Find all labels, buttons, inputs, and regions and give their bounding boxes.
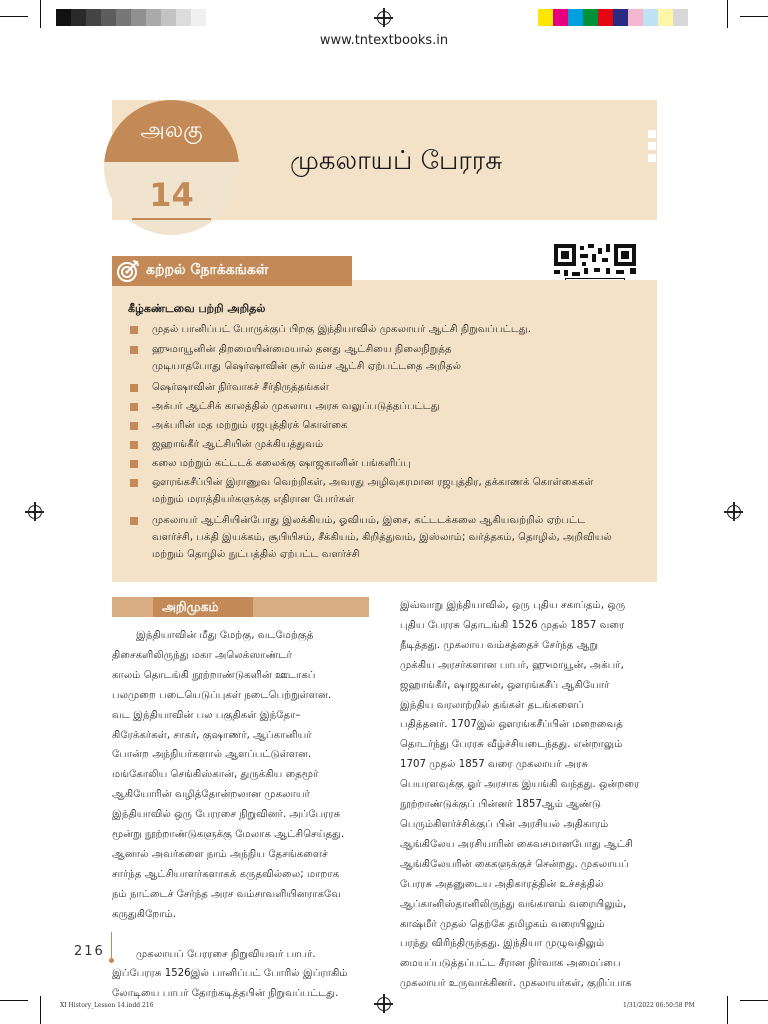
objective-item: ஔரங்கசீப்பின் இராணுவ வெற்றிகள், அவரது அழிவுகரமான ரஜபுத்திர, தக்காணக் கொள்கைகள் bbox=[152, 477, 594, 488]
color-calibration-bar bbox=[538, 9, 688, 26]
objective-item: ஷெர்ஷாவின் நிர்வாகச் சீர்திருத்தங்கள் bbox=[152, 382, 329, 393]
objective-item: ஹுமாயூனின் திறமையின்மையால் தனது ஆட்சியை நிலைநிறுத்த bbox=[152, 344, 452, 355]
objective-bullet bbox=[130, 346, 138, 354]
text-line: கருதுகிறோம். bbox=[112, 908, 177, 920]
objective-item: மற்றும் மராத்தியர்களுக்கு எதிரான போர்கள் bbox=[152, 494, 355, 505]
text-line: இந்தியாவின் மீது மேற்கு, வடமேற்குத் bbox=[136, 630, 314, 641]
crop-mark bbox=[0, 1000, 28, 1001]
text-line: முகலாயப் பேரரசை நிறுவியவர் பாபர். bbox=[136, 948, 316, 960]
text-line: ஜஹாங்கீர், ஷாஜகான், ஔரங்கசீப் ஆகியோர் bbox=[400, 679, 610, 691]
text-line: நூற்றாண்டுக்குப் பின்னர் 1857ஆம் ஆண்டு bbox=[400, 799, 602, 811]
header-dots bbox=[648, 130, 658, 166]
text-line: புதிய பேரரசு தொடங்கி 1526 முதல் 1857 வரை bbox=[400, 619, 625, 631]
text-line: ஆனால் அவர்களை நாம் அந்நிய தேசங்களைச் bbox=[112, 848, 328, 860]
text-line: பேரரசு அதனுடைய அதிகாரத்தின் உச்சத்தில் bbox=[400, 878, 604, 890]
learning-objectives-intro: கீழ்கண்டவை பற்றி அறிதல் bbox=[128, 302, 266, 315]
page-number-dot bbox=[109, 958, 114, 963]
text-line: வட இந்தியாவின் பல பகுதிகள் இந்தோ– bbox=[112, 709, 301, 721]
text-line: நம் நாட்டைச் சேர்ந்த அரச வம்சாவளியினராகவே bbox=[112, 888, 341, 900]
intro-left-column bbox=[112, 626, 369, 1004]
objective-bullet bbox=[130, 403, 138, 411]
text-line: ஆங்கிலேயரின் கைகளுக்குச் சென்றது. முகலாயப் bbox=[400, 858, 629, 870]
text-line: இவ்வாறு இந்தியாவில், ஒரு புதிய சகாப்தம், ஒரு bbox=[400, 600, 626, 611]
unit-number: 14 bbox=[149, 176, 194, 214]
text-line: இந்தியாவில் ஒரு பேரரசை நிறுவினர். அப்பேரரசு bbox=[112, 809, 341, 821]
learning-objectives-heading: கற்றல் நோக்கங்கள் bbox=[146, 262, 269, 278]
text-line: காலம் தொடங்கி நூற்றாண்டுகளின் ஊடாகப் bbox=[112, 669, 316, 681]
objective-bullet bbox=[130, 422, 138, 430]
registration-mark-icon bbox=[28, 505, 42, 519]
footer-timestamp: 1/31/2022 06:50:58 PM bbox=[623, 1002, 695, 1009]
text-line: முக்கிய அரசர்களான பாபர், ஹுமாயூன், அக்பர், bbox=[400, 659, 624, 671]
text-line: லோடியை பாபர் தோற்கடித்தபின் நிறுவப்பட்டது. bbox=[112, 988, 339, 1000]
registration-mark-icon bbox=[377, 997, 391, 1011]
text-line: முகலாயர் உருவாக்கினர். முகலாயர்கள், குறிப்பாக bbox=[400, 978, 632, 990]
objective-item: ஜஹாங்கீர் ஆட்சியின் முக்கியத்துவம் bbox=[152, 439, 324, 450]
registration-mark-icon bbox=[377, 11, 391, 25]
text-line: மூன்று நூற்றாண்டுகளுக்கு மேலாக ஆட்சிசெய்தது. bbox=[112, 829, 345, 841]
crop-mark bbox=[727, 996, 728, 1024]
objective-bullet bbox=[130, 517, 138, 525]
text-line: 1707 முதல் 1857 வரை முகலாயர் அரசு bbox=[400, 759, 588, 771]
crop-mark bbox=[740, 1000, 768, 1001]
objective-item: கலை மற்றும் கட்டடக் கலைக்கு ஷாஜகானின் பங்களிப்பு bbox=[152, 458, 411, 469]
crop-mark bbox=[740, 16, 768, 17]
text-line: பதித்தனர். 1707இல் ஔரங்கசீப்பின் மறைவைத் bbox=[400, 719, 623, 731]
objective-bullet bbox=[130, 441, 138, 449]
crop-mark bbox=[40, 996, 41, 1024]
crop-mark bbox=[0, 16, 28, 17]
text-line: பரந்து விரிந்திருந்தது. இந்தியா முழுவதிலும் bbox=[400, 938, 605, 950]
registration-mark-icon bbox=[727, 505, 741, 519]
text-line bbox=[112, 925, 369, 945]
objective-bullet bbox=[130, 479, 138, 487]
objective-item: முடியாதபோது ஷெர்ஷாவின் சூர் வம்ச ஆட்சி ஏற்பட்டதை அறிதல் bbox=[152, 361, 462, 372]
text-line: திசைகளிலிருந்து மகா அலெக்ஸாண்டர் bbox=[112, 649, 292, 661]
page-number-rule bbox=[111, 932, 112, 960]
text-line: மங்கோலிய செங்கிஸ்கான், துருக்கிய தைமூர் bbox=[112, 769, 319, 781]
text-line: போன்ற அந்நியர்களால் ஆளப்பட்டுள்ளன. bbox=[112, 749, 312, 761]
chapter-title: முகலாயப் பேரரசு bbox=[290, 146, 503, 176]
crop-mark bbox=[727, 0, 728, 28]
unit-number-underline bbox=[132, 218, 211, 220]
objective-item: அக்பர் ஆட்சிக் காலத்தில் முகலாய அரசு வலுப்படுத்தப்பட்டது bbox=[152, 401, 440, 412]
text-line: ஆங்கிலேய அரசியாரின் கைவசமானபோது ஆட்சி bbox=[400, 838, 634, 850]
text-line: தொடர்ந்து பேரரசு வீழ்ச்சியடைந்தது. என்றாலும் bbox=[400, 739, 623, 751]
text-line: காஷ்மீர் முதல் தெற்கே தமிழகம் வரையிலும் bbox=[400, 918, 605, 930]
objective-item: மற்றும் தொழில் நுட்பத்தில் ஏற்பட்ட வளர்ச்சி bbox=[152, 549, 360, 560]
objective-bullet bbox=[130, 460, 138, 468]
text-line: இந்திய வரலாற்றில் தங்கள் தடங்களைப் bbox=[400, 699, 585, 711]
crop-mark bbox=[40, 0, 41, 28]
section-heading: அறிமுகம் bbox=[162, 599, 219, 614]
objective-bullet bbox=[130, 384, 138, 392]
objective-item: முகலாயர் ஆட்சியின்போது இலக்கியம், ஓவியம், இசை, கட்டடக்கலை ஆகியவற்றில் ஏற்பட்ட bbox=[152, 515, 586, 526]
unit-label: அலகு bbox=[140, 118, 203, 143]
objective-item: வளர்ச்சி, பக்தி இயக்கம், சூபியிசம், சீக்கியம், கிறித்துவம், இஸ்லாம்; வர்த்தகம், தொழில், அறிவியல் bbox=[152, 532, 612, 543]
unit-badge bbox=[104, 100, 239, 235]
text-line: இப்பேரரசு 1526இல் பானிப்பட் போரில் இப்ராகிம் bbox=[112, 968, 348, 980]
footer-file-name: XI History_Lesson 14.indd 216 bbox=[60, 1002, 154, 1009]
text-line: ஆகியோரின் வழித்தோன்றலான முகலாயர் bbox=[112, 789, 310, 801]
target-icon bbox=[116, 259, 140, 283]
text-line: பெரும்கிளர்ச்சிக்குப் பின் அரசியல் அதிகாரம் bbox=[400, 818, 609, 830]
greyscale-calibration-bar bbox=[56, 9, 206, 26]
page-number: 216 bbox=[74, 944, 105, 959]
text-line: கிரேக்கர்கள், சாகர், குஷாணர், ஆப்கானியர் bbox=[112, 729, 312, 741]
text-line: மையப்படுத்தப்பட்ட சீரான நிர்வாக அமைப்பை bbox=[400, 958, 621, 970]
objective-bullet bbox=[130, 326, 138, 334]
text-line: பெயரளவுக்கு ஓர் அரசாக இயங்கி வந்தது. ஒன்றரை bbox=[400, 779, 640, 791]
objective-item: முதல் பானிப்பட் போருக்குப் பிறகு இந்தியாவில் முகலாயர் ஆட்சி நிறுவப்பட்டது. bbox=[152, 324, 532, 335]
intro-right-column bbox=[400, 596, 657, 994]
text-line: நீடித்தது. முகலாய வம்சத்தைச் சேர்ந்த ஆறு bbox=[400, 639, 599, 651]
text-line: ஆப்கானிஸ்தானிலிருந்து வங்காளம் வரையிலும், bbox=[400, 898, 627, 910]
text-line: பலமுறை படையெடுப்புகள் நடைபெற்றுள்ளன. bbox=[112, 689, 332, 701]
site-url: www.tntextbooks.in bbox=[319, 33, 449, 48]
text-line: சார்ந்த ஆட்சியாளர்களாகக் கருதவில்லை; மாறாக bbox=[112, 868, 340, 880]
objective-item: அக்பரின் மத மற்றும் ரஜபுத்திரக் கொள்கை bbox=[152, 420, 348, 431]
